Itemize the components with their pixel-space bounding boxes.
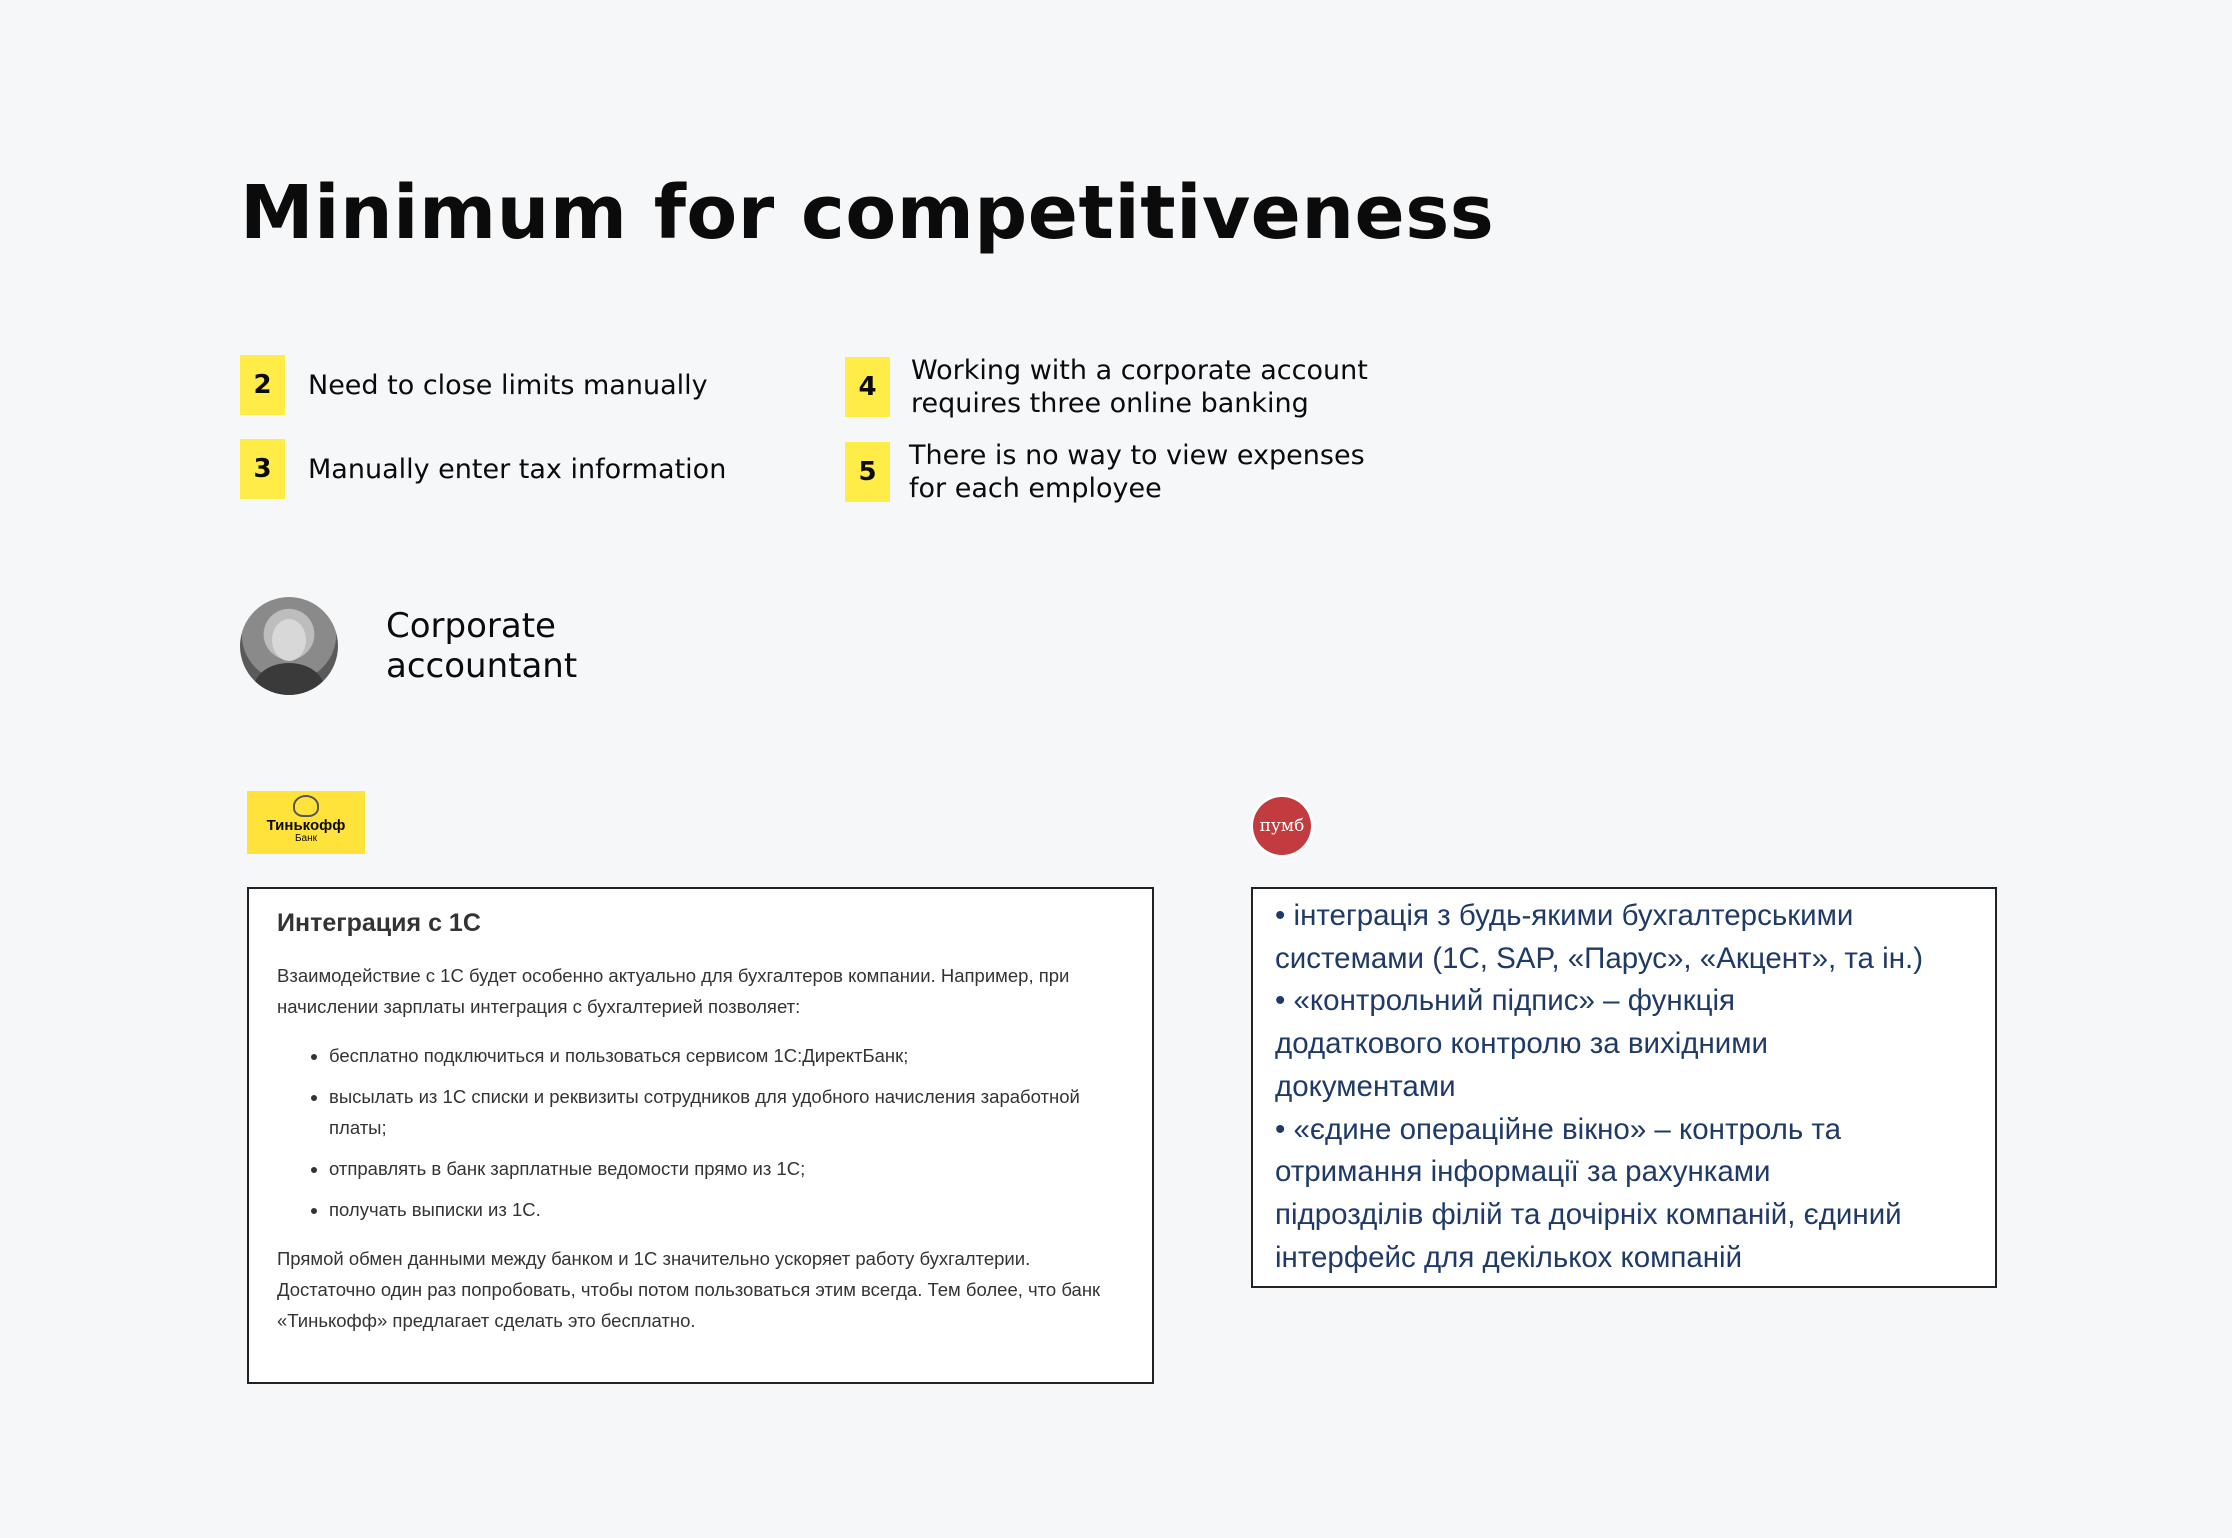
tinkoff-logo-sub: Банк <box>294 833 318 844</box>
persona-label: Corporate accountant <box>386 606 578 686</box>
number-badge: 5 <box>845 442 890 502</box>
feature-line: • «єдине операційне вікно» – контроль та <box>1275 1112 1842 1146</box>
feature-line: • «контрольний підпис» – функція <box>1275 984 1736 1018</box>
avatar <box>240 597 338 695</box>
page-title: Minimum for competitiveness <box>240 170 1495 256</box>
number-badge: 2 <box>240 355 285 415</box>
coat-of-arms-icon <box>293 795 319 817</box>
tinkoff-logo-name: Тинькофф <box>266 817 346 834</box>
list-item: • отправлять в банк зарплатные ведомости прямо из 1С; <box>329 1153 1124 1184</box>
list-item: • получать выписки из 1С. <box>329 1194 1124 1225</box>
pain-point-text: Manually enter tax information <box>308 453 727 485</box>
feature-line: підрозділів філій та дочірніх компаній, єдиний <box>1275 1197 1902 1231</box>
list-item: • высылать из 1С списки и реквизиты сотрудников для удобного начисления заработной платы; <box>329 1081 1124 1143</box>
pain-point-5 <box>845 439 1365 505</box>
feature-line: отримання інформації за рахунками <box>1275 1155 1771 1189</box>
list-item: • бесплатно подключиться и пользоваться сервисом 1С:ДиректБанк; <box>329 1040 1124 1071</box>
number-badge: 4 <box>845 357 890 417</box>
feature-line: системами (1С, SAP, «Парус», «Акцент», та ін.) <box>1275 941 1924 975</box>
pain-point-4 <box>845 354 1368 420</box>
feature-list <box>301 1040 1124 1225</box>
tinkoff-logo <box>247 791 365 854</box>
feature-line: • інтеграція з будь-якими бухгалтерськими <box>1275 899 1854 932</box>
pain-point-text: There is no way to view expenses for each employee <box>909 440 1365 504</box>
pumb-features-card <box>1251 887 1997 1288</box>
pumb-logo: пумб <box>1253 797 1311 855</box>
card-intro: Взаимодействие с 1С будет особенно актуально для бухгалтеров компании. Например, при начислении зарплаты интеграция с бухгалтерией позволяет: <box>277 965 1070 1017</box>
pain-point-text: Working with a corporate account requires three online banking <box>911 355 1368 419</box>
persona <box>240 597 577 695</box>
card-heading: Интеграция с 1С <box>277 909 481 937</box>
card-outro: Прямой обмен данными между банком и 1С значительно ускоряет работу бухгалтерии. Достаточно один раз попробовать, чтобы потом пользоваться этим всегда. Тем более, что банк «Тинькофф» предлагает сделать это бесплатно. <box>277 1248 1101 1331</box>
pain-point-2 <box>240 355 708 415</box>
pain-point-text: Need to close limits manually <box>308 369 708 401</box>
feature-line: інтерфейс для декількох компаній <box>1275 1240 1743 1274</box>
pain-point-3 <box>240 439 726 499</box>
feature-line: додаткового контролю за вихідними <box>1275 1027 1769 1061</box>
tinkoff-integration-card <box>247 887 1154 1384</box>
number-badge: 3 <box>240 439 285 499</box>
feature-line: документами <box>1275 1069 1456 1103</box>
